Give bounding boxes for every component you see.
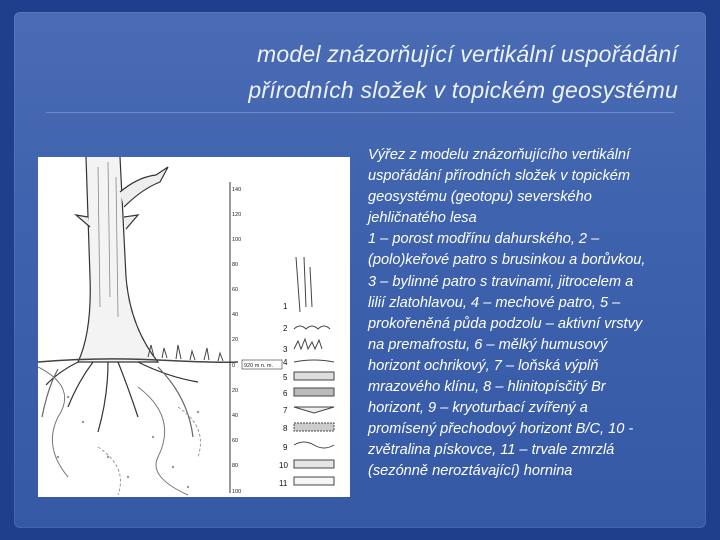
- title-line-2: přírodních složek v topickém geosystému: [248, 77, 678, 103]
- title-divider: [46, 112, 674, 113]
- scale-label: 20: [232, 337, 239, 343]
- description-line: horizont ochrikový, 7 – loňská výplň: [368, 357, 599, 374]
- scale-label: 80: [232, 463, 239, 469]
- description-line: zvětralina pískovce, 11 – trvale zmrzlá: [368, 442, 615, 459]
- slide-title: [118, 36, 678, 108]
- scale-label: 40: [232, 413, 239, 419]
- layer-number: 4: [283, 358, 288, 367]
- geosystem-figure: [38, 157, 350, 497]
- permafrost-vignette: [294, 477, 334, 485]
- description-line: na premafrostu, 6 – mělký humusový: [368, 336, 608, 353]
- figure-description: [368, 145, 710, 483]
- layer-number: 5: [283, 373, 288, 382]
- description-line: mrazového klínu, 8 – hlinitopísčitý Br: [368, 379, 606, 396]
- layer-number: 2: [283, 324, 288, 333]
- layer-number: 6: [283, 389, 288, 398]
- scale-label: 140: [232, 187, 242, 193]
- scale-label: 0: [232, 363, 236, 369]
- description-line: Výřez z modelu znázorňujícího vertikální: [368, 147, 630, 163]
- layer-number: 10: [279, 461, 288, 470]
- description-line: (sezónně neroztávající) hornina: [368, 463, 573, 480]
- elevation-label: 920 m n. m.: [244, 363, 274, 369]
- scale-label: 100: [232, 237, 242, 243]
- humus-vignette: [294, 388, 334, 396]
- scale-label: 40: [232, 312, 239, 318]
- root-soil-vignette: [294, 372, 334, 380]
- layer-key: [294, 257, 334, 485]
- layer-number: 1: [283, 302, 288, 311]
- larch-vignette: [296, 257, 312, 312]
- shrub-vignette: [294, 326, 330, 329]
- title-line-1: model znázorňující vertikální uspořádání: [257, 41, 678, 67]
- description-line: uspořádání přírodních složek v topickém: [368, 168, 631, 185]
- description-line: promísený přechodový horizont B/C, 10 -: [368, 421, 634, 438]
- layer-numbers: [279, 302, 288, 488]
- scale-label: 100: [232, 489, 242, 495]
- layer-number: 8: [283, 424, 288, 433]
- br-horizon-vignette: [294, 423, 334, 431]
- layer-number: 7: [283, 406, 288, 415]
- moss-vignette: [294, 360, 334, 362]
- description-line: geosystému (geotopu) severského: [368, 189, 592, 206]
- scale-label: 80: [232, 262, 239, 268]
- description-line: 3 – bylinné patro s travinami, jitrocelem a: [368, 273, 634, 290]
- scale-label: 120: [232, 212, 242, 218]
- scale-label: 20: [232, 388, 239, 394]
- description-line: prokořeněná půda podzolu – aktivní vrstvy: [368, 315, 643, 332]
- layer-number: 9: [283, 443, 288, 452]
- geosystem-drawing: [38, 157, 350, 497]
- sandstone-vignette: [294, 460, 334, 468]
- description-line: 1 – porost modřínu dahurského, 2 –: [368, 231, 600, 248]
- layer-number: 11: [279, 479, 288, 488]
- scale-label: 60: [232, 438, 239, 444]
- height-scale: [230, 182, 282, 495]
- bc-horizon-vignette: [294, 442, 334, 448]
- description-line: (polo)keřové patro s brusinkou a borůvkou,: [368, 252, 646, 269]
- layer-number: 3: [283, 345, 288, 354]
- frost-wedge-vignette: [294, 407, 334, 413]
- scale-label: 60: [232, 287, 239, 293]
- soil-texture: [57, 396, 199, 488]
- herb-vignette: [294, 339, 322, 349]
- description-line: jehličnatého lesa: [368, 210, 477, 227]
- description-line: horizont, 9 – kryoturbací zvířený a: [368, 400, 588, 417]
- tree-illustration: [42, 157, 198, 437]
- description-line: lilií zlatohlavou, 4 – mechové patro, 5 –: [368, 294, 621, 311]
